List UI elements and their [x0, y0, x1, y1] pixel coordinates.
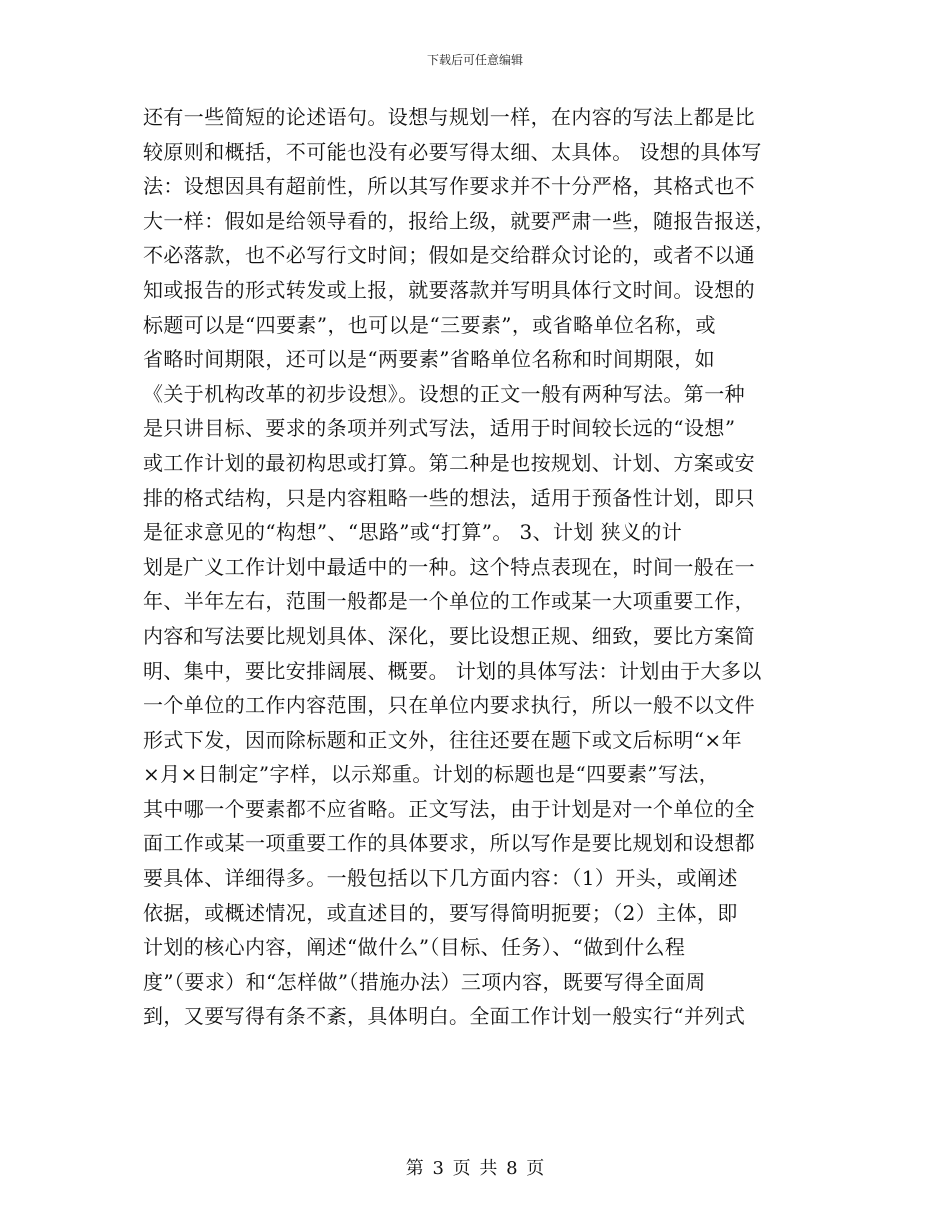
text-line-22: 面工作或某一项重要工作的具体要求，所以写作是要比规划和设想都 — [143, 831, 755, 856]
page-header: 下载后可任意编辑 — [426, 53, 523, 67]
text-line-8: 省略时间期限，还可以是“两要素”省略单位名称和时间期限，如 — [143, 347, 716, 372]
text-line-15: 年、半年左右，范围一般都是一个单位的工作或某一大项重要工作， — [143, 589, 755, 614]
text-line-5: 不必落款，也不必写行文时间；假如是交给群众讨论的，或者不以通 — [143, 243, 755, 268]
text-line-1: 还有一些简短的论述语句。设想与规划一样，在内容的写法上都是比 — [143, 105, 755, 129]
text-line-3: 法：设想因具有超前性，所以其写作要求并不十分严格，其格式也不 — [143, 174, 755, 199]
text-line-20: ×月×日制定”字样，以示郑重。计划的标题也是“四要素”写法， — [143, 762, 720, 787]
page-footer: 第 3 页 共 8 页 — [405, 1158, 545, 1179]
text-line-21: 其中哪一个要素都不应省略。正文写法，由于计划是对一个单位的全 — [143, 796, 755, 821]
text-line-13: 是征求意见的“构想”、“思路”或“打算”。 3、计划 狭义的计 — [143, 520, 683, 545]
text-line-18: 一个单位的工作内容范围，只在单位内要求执行，所以一般不以文件 — [143, 693, 755, 718]
text-line-17: 明、集中，要比安排阔展、概要。 计划的具体写法：计划由于大多以 — [143, 658, 762, 683]
text-line-7: 标题可以是“四要素”，也可以是“三要素”，或省略单位名称，或 — [143, 312, 716, 337]
text-line-9: 《关于机构改革的初步设想》。设想的正文一般有两种写法。第一种 — [143, 381, 745, 406]
text-line-25: 计划的核心内容，阐述“做什么”（目标、任务）、“做到什么程 — [143, 935, 686, 960]
document-body — [143, 100, 808, 1034]
text-line-26: 度”（要求）和“怎样做”（措施办法）三项内容，既要写得全面周 — [143, 969, 706, 994]
text-line-24: 依据，或概述情况，或直述目的，要写得简明扼要；（2）主体，即 — [143, 900, 738, 925]
text-line-12: 排的格式结构，只是内容粗略一些的想法，适用于预备性计划，即只 — [143, 485, 755, 510]
text-line-19: 形式下发，因而除标题和正文外，往往还要在题下或文后标明“×年 — [143, 727, 742, 752]
text-line-16: 内容和写法要比规划具体、深化，要比设想正规、细致，要比方案简 — [143, 623, 755, 648]
text-line-14: 划是广义工作计划中最适中的一种。这个特点表现在，时间一般在一 — [143, 554, 755, 579]
text-line-4: 大一样：假如是给领导看的，报给上级，就要严肃一些，随报告报送， — [143, 208, 776, 233]
text-line-23: 要具体、详细得多。一般包括以下几方面内容：（1）开头，或阐述 — [143, 866, 738, 891]
text-line-6: 知或报告的形式转发或上报，就要落款并写明具体行文时间。设想的 — [143, 277, 755, 302]
text-line-11: 或工作计划的最初构思或打算。第二种是也按规划、计划、方案或安 — [143, 450, 755, 475]
text-line-2: 较原则和概括，不可能也没有必要写得太细、太具体。 设想的具体写 — [143, 139, 762, 164]
text-line-10: 是只讲目标、要求的条项并列式写法，适用于时间较长远的“设想” — [143, 416, 736, 441]
text-line-27: 到，又要写得有条不紊，具体明白。全面工作计划一般实行“并列式 — [143, 1004, 746, 1029]
